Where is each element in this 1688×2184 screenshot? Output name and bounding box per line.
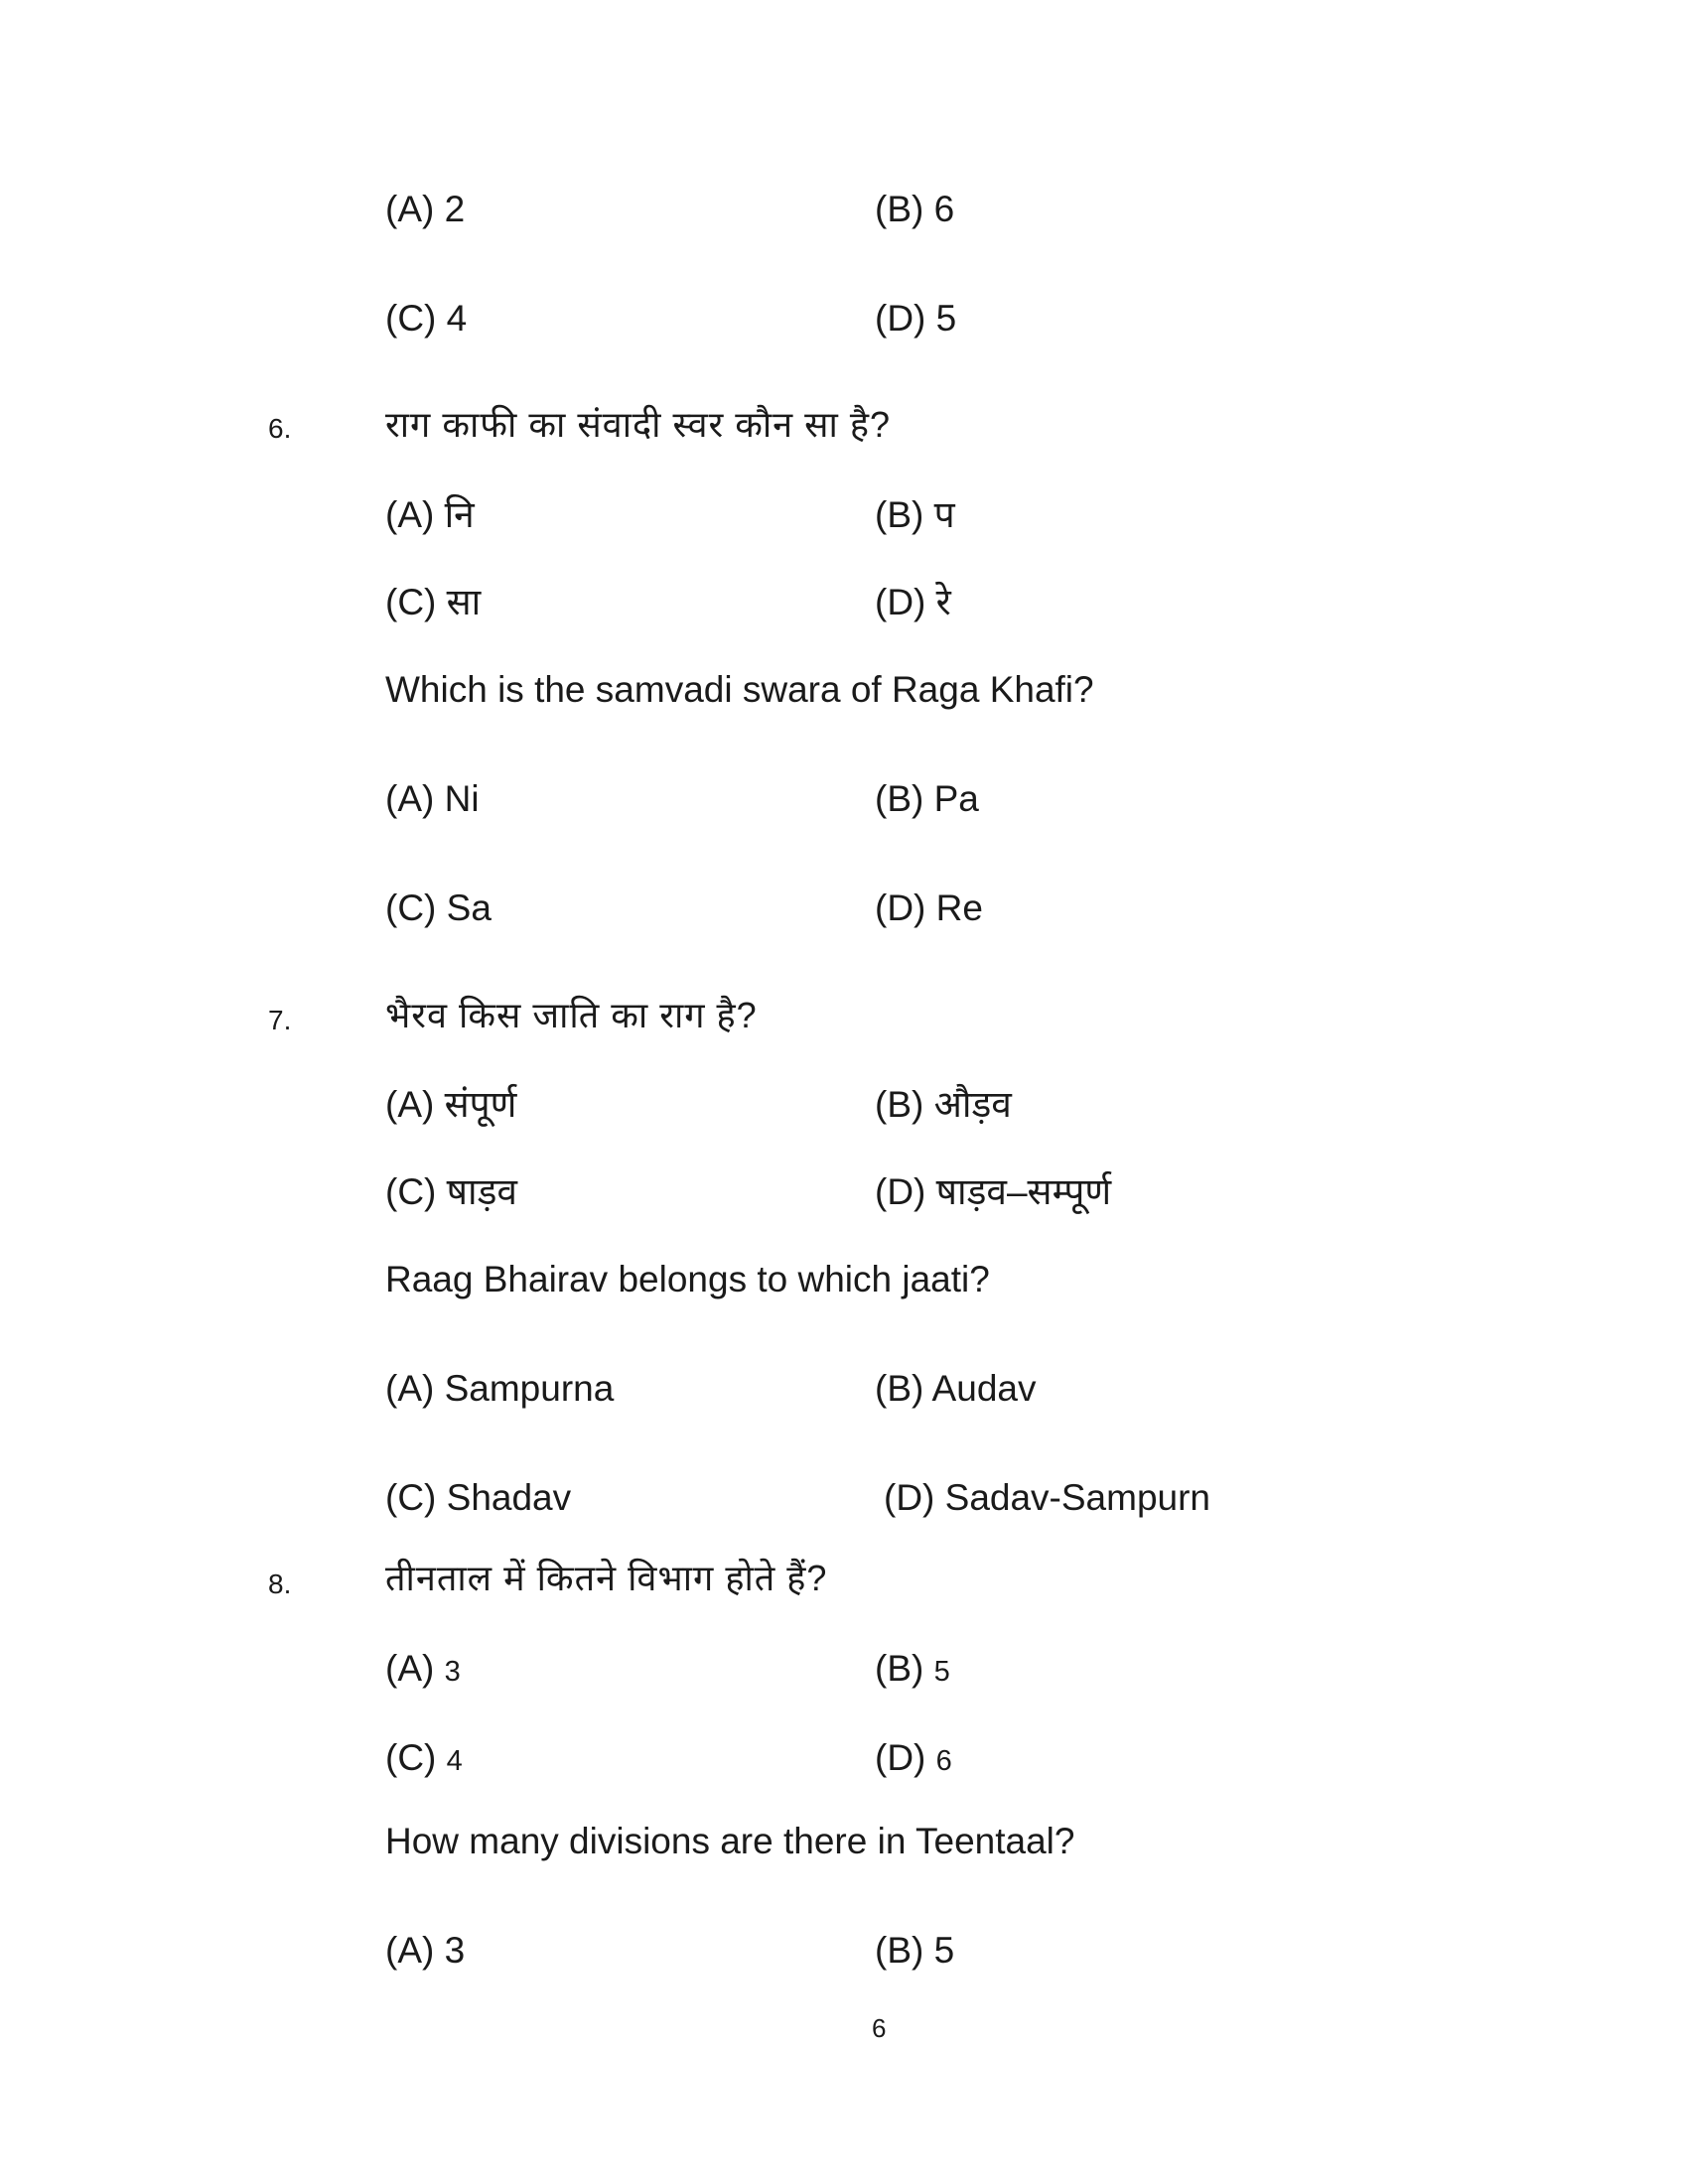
question-7-hindi: भैरव किस जाति का राग है? [385,995,758,1035]
q8-hindi-option-a-value: 3 [444,1656,461,1688]
q7-hindi-option-b: (B) औड़व [875,1084,1012,1125]
prev-option-d: (D) 5 [875,298,957,339]
q8-hindi-option-b [875,1650,950,1687]
q8-hindi-option-d [875,1739,952,1776]
q6-english-option-a: (A) Ni [385,778,480,819]
q8-english-option-b: (B) 5 [875,1930,955,1971]
q7-english-option-a: (A) Sampurna [385,1368,615,1409]
question-6-number: 6. [268,413,292,444]
q8-english-option-a: (A) 3 [385,1930,466,1971]
q8-hindi-option-d-label: (D) [875,1737,926,1778]
q8-hindi-option-c-label: (C) [385,1737,437,1778]
q8-hindi-option-a-label: (A) [385,1648,435,1689]
question-8-english: How many divisions are there in Teentaal? [385,1821,1075,1861]
q7-hindi-option-c: (C) षाड़व [385,1171,517,1212]
question-6-hindi: राग काफी का संवादी स्वर कौन सा है? [385,404,891,445]
q8-hindi-option-c-value: 4 [446,1745,463,1777]
q7-english-option-b: (B) Audav [875,1368,1037,1409]
q7-english-option-c: (C) Shadav [385,1477,572,1518]
q6-hindi-option-c: (C) सा [385,582,482,622]
q6-hindi-option-d: (D) रे [875,582,951,622]
q6-english-option-c: (C) Sa [385,887,492,928]
q8-hindi-option-b-value: 5 [933,1656,950,1688]
question-8-hindi: तीनताल में कितने विभाग होते हैं? [385,1558,828,1598]
q7-hindi-option-a: (A) संपूर्ण [385,1084,517,1125]
q8-hindi-option-b-label: (B) [875,1648,924,1689]
prev-option-b: (B) 6 [875,189,955,229]
question-7-english: Raag Bhairav belongs to which jaati? [385,1259,990,1299]
question-7-number: 7. [268,1005,292,1035]
q6-hindi-option-b: (B) प [875,494,955,535]
q7-hindi-option-d: (D) षाड़व–सम्पूर्ण [875,1171,1112,1212]
q6-hindi-option-a: (A) नि [385,494,475,535]
q6-english-option-d: (D) Re [875,887,983,928]
prev-option-c: (C) 4 [385,298,468,339]
q8-hindi-option-a [385,1650,461,1687]
question-6-english: Which is the samvadi swara of Raga Khafi? [385,669,1094,710]
q8-hindi-option-d-value: 6 [935,1745,952,1777]
q7-english-option-d: (D) Sadav-Sampurn [884,1477,1211,1518]
prev-option-a: (A) 2 [385,189,466,229]
q6-english-option-b: (B) Pa [875,778,979,819]
q8-hindi-option-c [385,1739,463,1776]
question-8-number: 8. [268,1569,292,1599]
page-number: 6 [872,2013,887,2043]
